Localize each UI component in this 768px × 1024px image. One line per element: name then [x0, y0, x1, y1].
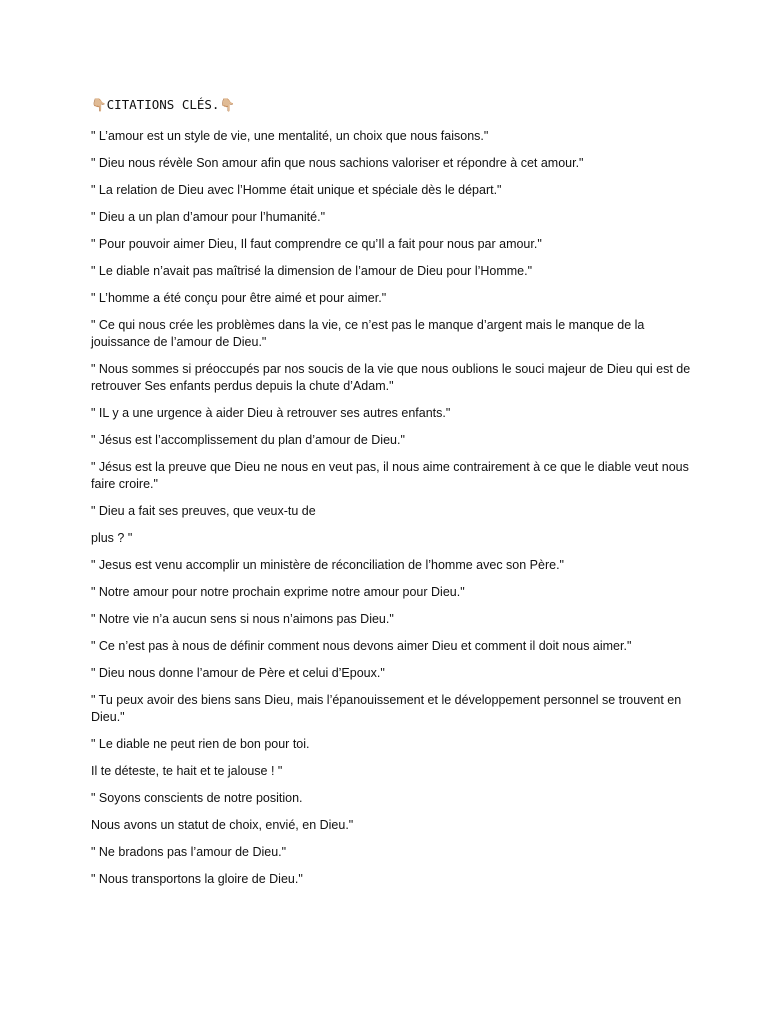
quote-paragraph: " Jésus est l’accomplissement du plan d’amour de Dieu." [91, 433, 405, 447]
quote-paragraph: " Nous transportons la gloire de Dieu." [91, 872, 303, 886]
quote-paragraph: " Le diable n’avait pas maîtrisé la dimension de l’amour de Dieu pour l’Homme." [91, 264, 533, 278]
quote-paragraph: Nous avons un statut de choix, envié, en Dieu." [91, 818, 354, 832]
quote-paragraph: " Dieu a fait ses preuves, que veux-tu de [91, 504, 316, 518]
quote-paragraph: Il te déteste, te hait et te jalouse ! " [91, 764, 283, 778]
quote-paragraph: " Dieu nous révèle Son amour afin que nous sachions valoriser et répondre à cet amour." [91, 156, 584, 170]
quote-paragraph: " Ce n’est pas à nous de définir comment nous devons aimer Dieu et comment il doit nous aimer." [91, 639, 632, 653]
quote-paragraph: " Dieu a un plan d’amour pour l’humanité." [91, 210, 326, 224]
quote-paragraph: " Tu peux avoir des biens sans Dieu, mais l’épanouissement et le développement personnel se trouvent en Dieu." [91, 693, 682, 724]
quote-paragraph: " L’homme a été conçu pour être aimé et pour aimer." [91, 291, 387, 305]
quote-paragraph: " Nous sommes si préoccupés par nos soucis de la vie que nous oublions le souci majeur de Dieu qui est de retrouver Ses enfants perdus depuis la chute d’Adam." [91, 362, 691, 393]
quote-paragraph: plus ? " [91, 531, 133, 545]
document-page [91, 96, 691, 898]
quote-paragraph: " La relation de Dieu avec l’Homme était unique et spéciale dès le départ." [91, 183, 502, 197]
quote-paragraph: " Dieu nous donne l’amour de Père et celui d’Epoux." [91, 666, 385, 680]
quote-paragraph: " Notre vie n’a aucun sens si nous n’aimons pas Dieu." [91, 612, 394, 626]
quote-paragraph: " Jésus est la preuve que Dieu ne nous en veut pas, il nous aime contrairement à ce que le diable veut nous faire croire." [91, 460, 689, 491]
quote-paragraph: " Ne bradons pas l’amour de Dieu." [91, 845, 287, 859]
quote-paragraph: " Ce qui nous crée les problèmes dans la vie, ce n’est pas le manque d’argent mais le manque de la jouissance de l’amour de Dieu." [91, 318, 645, 349]
quote-paragraph: " Le diable ne peut rien de bon pour toi. [91, 737, 310, 751]
document-heading: 👇🏼CITATIONS CLÉS.👇🏼 [91, 97, 236, 112]
quote-paragraph: " Soyons conscients de notre position. [91, 791, 303, 805]
quote-paragraph: " Pour pouvoir aimer Dieu, Il faut comprendre ce qu’Il a fait pour nous par amour." [91, 237, 542, 251]
quote-paragraph: " Notre amour pour notre prochain exprime notre amour pour Dieu." [91, 585, 465, 599]
quote-paragraph: " L’amour est un style de vie, une mentalité, un choix que nous faisons." [91, 129, 489, 143]
quote-list [91, 128, 691, 888]
quote-paragraph: " Jesus est venu accomplir un ministère de réconciliation de l’homme avec son Père." [91, 558, 564, 572]
quote-paragraph: " IL y a une urgence à aider Dieu à retrouver ses autres enfants." [91, 406, 451, 420]
